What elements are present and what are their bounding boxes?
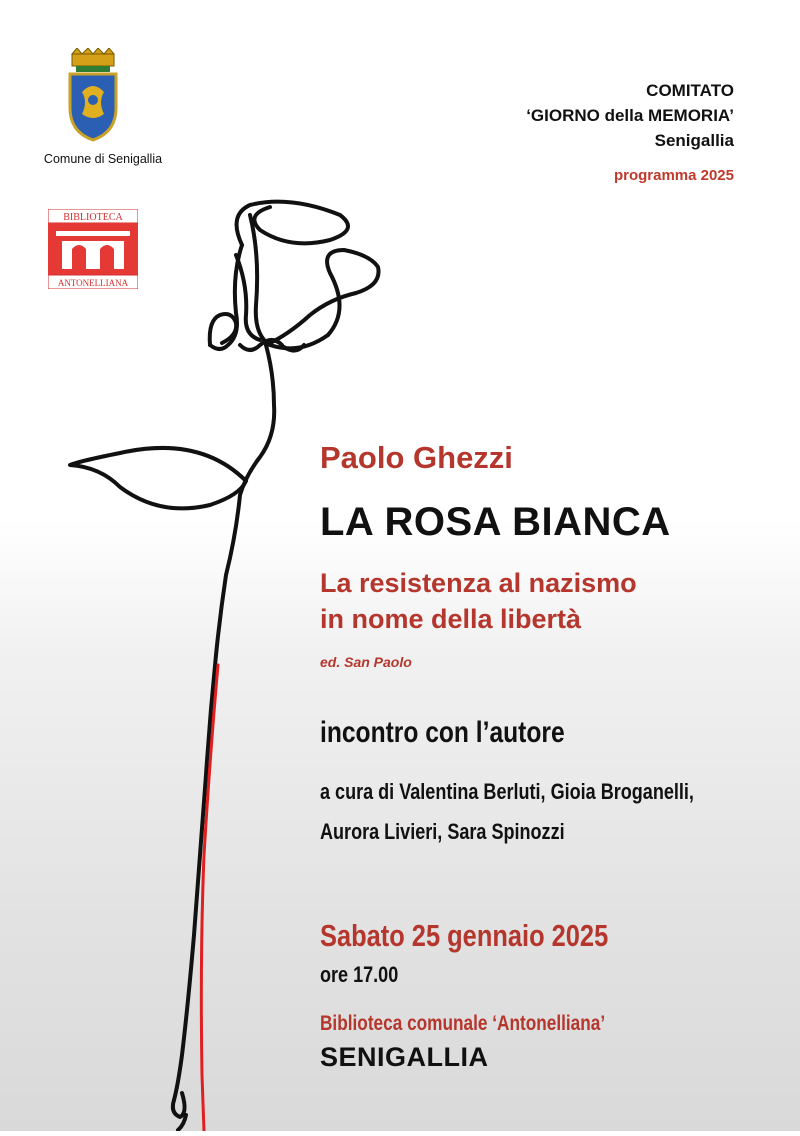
committee-line-3: Senigallia bbox=[654, 131, 734, 150]
committee-block bbox=[526, 78, 734, 153]
event-city: SENIGALLIA bbox=[320, 1042, 489, 1072]
coat-of-arms-icon bbox=[62, 48, 124, 144]
event-time: ore 17.00 bbox=[320, 962, 399, 987]
publisher-label: ed. San Paolo bbox=[320, 654, 412, 670]
subtitle-line-2: in nome della libertà bbox=[320, 604, 582, 634]
program-label: programma 2025 bbox=[613, 167, 734, 184]
author-name: Paolo Ghezzi bbox=[320, 440, 513, 475]
curators-line-2: Aurora Livieri, Sara Spinozzi bbox=[320, 819, 565, 844]
curators-line-1: a cura di Valentina Berluti, Gioia Broganelli, bbox=[320, 779, 694, 804]
library-logo-top-text: BIBLIOTECA bbox=[63, 212, 123, 223]
committee-line-1: COMITATO bbox=[646, 81, 734, 100]
book-subtitle bbox=[320, 565, 637, 637]
municipality-label: Comune di Senigallia bbox=[43, 152, 163, 166]
curators bbox=[320, 772, 694, 852]
committee-line-2: ‘GIORNO della MEMORIA’ bbox=[526, 106, 734, 125]
subtitle-line-1: La resistenza al nazismo bbox=[320, 568, 637, 598]
book-title: LA ROSA BIANCA bbox=[320, 500, 671, 544]
library-logo-bottom-text: ANTONELLIANA bbox=[57, 278, 129, 288]
meeting-heading: incontro con l’autore bbox=[320, 716, 565, 749]
event-date: Sabato 25 gennaio 2025 bbox=[320, 918, 609, 953]
event-venue: Biblioteca comunale ‘Antonelliana’ bbox=[320, 1012, 606, 1035]
